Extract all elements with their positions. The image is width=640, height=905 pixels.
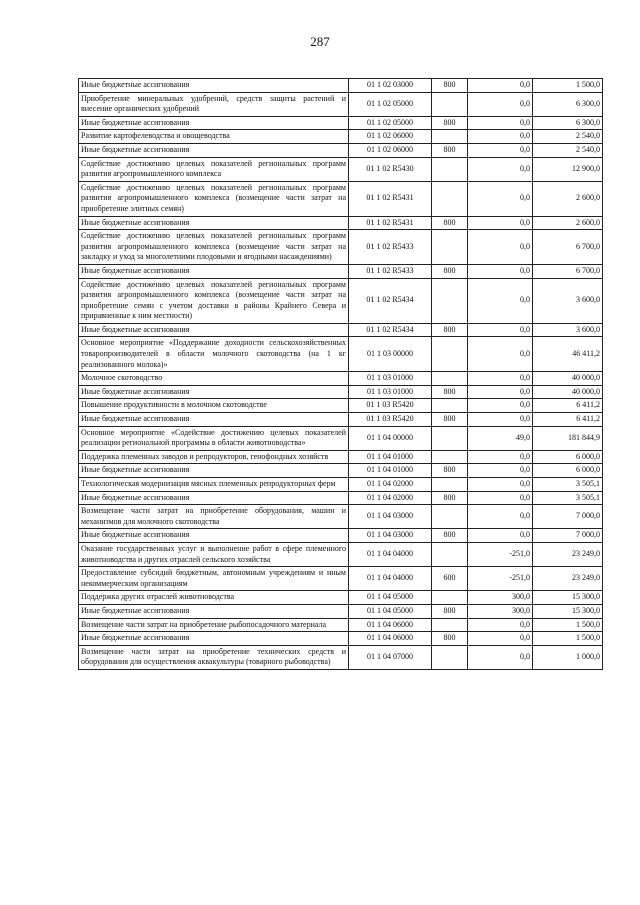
row-change-amount: 0,0 [468,323,533,337]
row-total-amount: 2 540,0 [533,130,603,144]
table-row [79,385,603,399]
row-total-amount: 1 500,0 [533,618,603,632]
row-total-amount: 6 700,0 [533,264,603,278]
row-name: Основное мероприятие «Содействие достижению целевых показателей реализации региональной программы в области животноводства» [79,426,349,450]
row-expense-type [432,230,468,265]
row-total-amount: 1 500,0 [533,79,603,93]
row-name: Иные бюджетные ассигнования [79,116,349,130]
row-code: 01 1 04 01000 [349,464,432,478]
row-name: Молочное скотоводство [79,372,349,386]
row-change-amount: 0,0 [468,385,533,399]
table-row [79,542,603,566]
table-row [79,567,603,591]
table-row [79,478,603,492]
row-change-amount: 0,0 [468,505,533,529]
row-code: 01 1 03 01000 [349,385,432,399]
table-row [79,491,603,505]
table-row [79,426,603,450]
row-code: 01 1 02 R5431 [349,181,432,216]
row-code: 01 1 04 02000 [349,491,432,505]
row-change-amount: 0,0 [468,216,533,230]
row-change-amount: 0,0 [468,399,533,413]
row-expense-type: 800 [432,491,468,505]
row-code: 01 1 03 R5420 [349,413,432,427]
row-change-amount: -251,0 [468,542,533,566]
row-code: 01 1 04 06000 [349,632,432,646]
row-expense-type: 800 [432,385,468,399]
row-code: 01 1 02 R5431 [349,216,432,230]
table-row [79,92,603,116]
budget-table [78,78,603,670]
table-row [79,399,603,413]
row-name: Предоставление субсидий бюджетным, автономным учреждениям и иным некоммерческим организациям [79,567,349,591]
table-row [79,505,603,529]
row-name: Иные бюджетные ассигнования [79,413,349,427]
row-total-amount: 6 411,2 [533,399,603,413]
row-name: Иные бюджетные ассигнования [79,79,349,93]
row-name: Содействие достижению целевых показателей региональных программ развития агропромышленного комплекса (возмещение части затрат на приобретение семян с учетом доставки в районы Крайнего Севера и приравненные к ним местности) [79,278,349,323]
row-name: Развитие картофелеводства и овощеводства [79,130,349,144]
row-name: Поддержка других отраслей животноводства [79,591,349,605]
row-change-amount: 0,0 [468,478,533,492]
row-change-amount: 0,0 [468,230,533,265]
row-total-amount: 6 411,2 [533,413,603,427]
row-expense-type [432,618,468,632]
row-code: 01 1 02 R5433 [349,230,432,265]
row-expense-type [432,92,468,116]
row-total-amount: 6 000,0 [533,464,603,478]
table-row [79,130,603,144]
row-code: 01 1 02 R5434 [349,323,432,337]
row-expense-type [432,505,468,529]
row-name: Иные бюджетные ассигнования [79,604,349,618]
row-change-amount: -251,0 [468,567,533,591]
table-row [79,618,603,632]
row-code: 01 1 04 04000 [349,567,432,591]
row-name: Иные бюджетные ассигнования [79,464,349,478]
row-total-amount: 23 249,0 [533,542,603,566]
row-expense-type: 800 [432,413,468,427]
row-code: 01 1 04 03000 [349,529,432,543]
row-expense-type [432,278,468,323]
row-total-amount: 23 249,0 [533,567,603,591]
row-expense-type: 800 [432,264,468,278]
row-total-amount: 15 300,0 [533,591,603,605]
page-number: 287 [310,34,330,49]
row-code: 01 1 02 R5433 [349,264,432,278]
row-expense-type: 800 [432,604,468,618]
row-code: 01 1 02 06000 [349,130,432,144]
row-code: 01 1 02 R5430 [349,157,432,181]
row-expense-type [432,591,468,605]
row-name: Поддержка племенных заводов и репродукторов, генофондных хозяйств [79,450,349,464]
row-total-amount: 1 000,0 [533,645,603,669]
row-expense-type: 800 [432,529,468,543]
row-change-amount: 0,0 [468,264,533,278]
row-change-amount: 0,0 [468,181,533,216]
row-total-amount: 3 505,1 [533,478,603,492]
row-change-amount: 0,0 [468,143,533,157]
row-code: 01 1 02 05000 [349,116,432,130]
row-expense-type: 800 [432,79,468,93]
row-total-amount: 181 844,9 [533,426,603,450]
row-change-amount: 0,0 [468,116,533,130]
row-total-amount: 40 000,0 [533,372,603,386]
row-total-amount: 12 900,0 [533,157,603,181]
row-change-amount: 0,0 [468,450,533,464]
row-name: Оказание государственных услуг и выполнение работ в сфере племенного животноводства и других отраслей сельского хозяйства [79,542,349,566]
row-code: 01 1 03 01000 [349,372,432,386]
table-row [79,337,603,372]
row-change-amount: 0,0 [468,491,533,505]
row-name: Иные бюджетные ассигнования [79,143,349,157]
table-row [79,278,603,323]
row-change-amount: 0,0 [468,529,533,543]
row-total-amount: 40 000,0 [533,385,603,399]
table-row [79,264,603,278]
row-code: 01 1 02 R5434 [349,278,432,323]
row-name: Содействие достижению целевых показателей региональных программ развития агропромышленного комплекса (возмещение части затрат на закладку и уход за многолетними плодовыми и ягодными насаждениями) [79,230,349,265]
row-expense-type [432,542,468,566]
row-name: Иные бюджетные ассигнования [79,385,349,399]
budget-table-body [79,79,603,670]
table-row [79,450,603,464]
row-expense-type: 800 [432,632,468,646]
table-row [79,323,603,337]
row-expense-type: 800 [432,116,468,130]
row-change-amount: 49,0 [468,426,533,450]
table-row [79,604,603,618]
row-total-amount: 1 500,0 [533,632,603,646]
row-change-amount: 0,0 [468,618,533,632]
row-total-amount: 6 000,0 [533,450,603,464]
row-change-amount: 0,0 [468,157,533,181]
row-total-amount: 6 300,0 [533,116,603,130]
row-expense-type [432,372,468,386]
row-expense-type [432,645,468,669]
row-code: 01 1 03 00000 [349,337,432,372]
row-total-amount: 7 000,0 [533,505,603,529]
row-name: Иные бюджетные ассигнования [79,264,349,278]
row-change-amount: 0,0 [468,645,533,669]
row-name: Иные бюджетные ассигнования [79,323,349,337]
row-total-amount: 6 300,0 [533,92,603,116]
row-expense-type: 600 [432,567,468,591]
row-code: 01 1 04 05000 [349,604,432,618]
row-change-amount: 0,0 [468,632,533,646]
row-total-amount: 15 300,0 [533,604,603,618]
row-code: 01 1 02 03000 [349,79,432,93]
row-total-amount: 46 411,2 [533,337,603,372]
row-expense-type: 800 [432,464,468,478]
table-row [79,413,603,427]
row-change-amount: 0,0 [468,337,533,372]
row-name: Иные бюджетные ассигнования [79,491,349,505]
row-expense-type: 800 [432,323,468,337]
row-name: Иные бюджетные ассигнования [79,216,349,230]
row-change-amount: 0,0 [468,413,533,427]
row-code: 01 1 04 07000 [349,645,432,669]
row-expense-type [432,157,468,181]
row-expense-type [432,478,468,492]
row-code: 01 1 04 02000 [349,478,432,492]
row-code: 01 1 02 06000 [349,143,432,157]
table-row [79,79,603,93]
row-code: 01 1 04 04000 [349,542,432,566]
row-change-amount: 300,0 [468,604,533,618]
row-total-amount: 2 600,0 [533,181,603,216]
row-expense-type [432,426,468,450]
row-name: Содействие достижению целевых показателей региональных программ развития агропромышленного комплекса [79,157,349,181]
row-change-amount: 0,0 [468,278,533,323]
row-name: Технологическая модернизация мясных племенных репродукторных ферм [79,478,349,492]
row-change-amount: 300,0 [468,591,533,605]
row-change-amount: 0,0 [468,92,533,116]
row-name: Возмещение части затрат на приобретение оборудования, машин и механизмов для молочного скотоводства [79,505,349,529]
row-expense-type [432,450,468,464]
table-row [79,372,603,386]
row-expense-type [432,337,468,372]
row-name: Повышение продуктивности в молочном скотоводстве [79,399,349,413]
row-total-amount: 2 540,0 [533,143,603,157]
row-code: 01 1 02 05000 [349,92,432,116]
row-total-amount: 2 600,0 [533,216,603,230]
table-row [79,529,603,543]
row-expense-type: 800 [432,143,468,157]
row-total-amount: 3 600,0 [533,278,603,323]
table-row [79,230,603,265]
row-total-amount: 6 700,0 [533,230,603,265]
row-name: Возмещение части затрат на приобретение рыбопосадочного материала [79,618,349,632]
row-expense-type [432,181,468,216]
row-name: Содействие достижению целевых показателей региональных программ развития агропромышленного комплекса (возмещение части затрат на приобретение элитных семян) [79,181,349,216]
row-total-amount: 3 600,0 [533,323,603,337]
row-code: 01 1 04 00000 [349,426,432,450]
row-expense-type: 800 [432,216,468,230]
row-name: Иные бюджетные ассигнования [79,632,349,646]
row-name: Иные бюджетные ассигнования [79,529,349,543]
table-row [79,645,603,669]
row-code: 01 1 04 06000 [349,618,432,632]
table-row [79,157,603,181]
row-code: 01 1 04 05000 [349,591,432,605]
row-total-amount: 7 000,0 [533,529,603,543]
table-row [79,143,603,157]
row-code: 01 1 04 01000 [349,450,432,464]
table-row [79,116,603,130]
table-row [79,632,603,646]
row-name: Возмещение части затрат на приобретение технических средств и оборудования для осуществления аквакультуры (товарного рыбоводства) [79,645,349,669]
row-change-amount: 0,0 [468,79,533,93]
row-name: Приобретение минеральных удобрений, средств защиты растений и внесение органических удобрений [79,92,349,116]
row-change-amount: 0,0 [468,464,533,478]
row-code: 01 1 04 03000 [349,505,432,529]
row-name: Основное мероприятие «Поддержание доходности сельскохозяйственных товаропроизводителей в области молочного скотоводства (на 1 кг реализованного молока)» [79,337,349,372]
row-change-amount: 0,0 [468,130,533,144]
row-code: 01 1 03 R5420 [349,399,432,413]
row-expense-type [432,130,468,144]
row-total-amount: 3 505,1 [533,491,603,505]
row-expense-type [432,399,468,413]
table-row [79,216,603,230]
table-row [79,464,603,478]
table-row [79,591,603,605]
table-row [79,181,603,216]
row-change-amount: 0,0 [468,372,533,386]
